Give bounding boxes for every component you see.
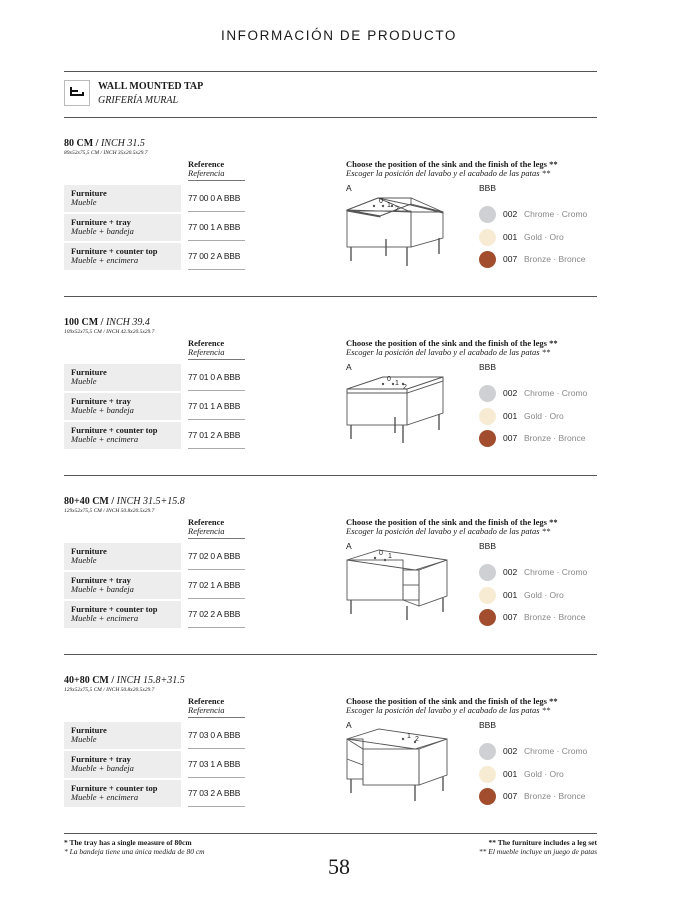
- finish-swatch: [479, 229, 496, 246]
- sink-position-label: 0: [379, 198, 383, 205]
- divider: [64, 833, 597, 834]
- section-dimensions: 109x52x75,5 CM / INCH 42.9x20.5x29.7: [64, 329, 155, 335]
- reference-code: 77 02 2 A BBB: [188, 601, 245, 628]
- finish-option: 001 Gold · Oro: [479, 408, 597, 426]
- divider: [64, 475, 597, 476]
- sink-position-label: 0: [379, 550, 383, 557]
- finish-option: 007 Bronze · Bronce: [479, 251, 597, 269]
- finish-swatch: [479, 206, 496, 223]
- product-header: [64, 80, 597, 110]
- reference-code: 77 02 1 A BBB: [188, 572, 245, 599]
- finish-option: 007 Bronze · Bronce: [479, 430, 597, 448]
- divider: [64, 71, 597, 72]
- cabinet-diagram: [343, 725, 478, 810]
- sink-position-label: 2: [415, 736, 419, 743]
- footnote-tray: * The tray has a single measure of 80cm * La bandeja tiene una única medida de 80 cm: [64, 838, 205, 856]
- finish-swatch: [479, 430, 496, 447]
- divider: [64, 117, 597, 118]
- finish-swatch: [479, 251, 496, 268]
- finish-swatch: [479, 766, 496, 783]
- choose-instructions: Choose the position of the sink and the finish of the legs ** Escoger la posición del lavabo y el acabado de las patas **: [346, 696, 558, 715]
- finish-option: 007 Bronze · Bronce: [479, 788, 597, 806]
- reference-code: 77 02 0 A BBB: [188, 543, 245, 570]
- section-title: 80+40 CM / INCH 31.5+15.8: [64, 496, 185, 507]
- section-title: 100 CM / INCH 39.4: [64, 317, 150, 328]
- product-name-es: GRIFERÍA MURAL: [98, 95, 179, 106]
- reference-code: 77 01 1 A BBB: [188, 393, 245, 420]
- finish-swatch: [479, 587, 496, 604]
- reference-code: 77 01 2 A BBB: [188, 422, 245, 449]
- page-number: 58: [328, 854, 350, 879]
- finish-swatch: [479, 788, 496, 805]
- finish-label: BBB: [479, 183, 497, 193]
- finish-option: 001 Gold · Oro: [479, 766, 597, 784]
- finish-option: 001 Gold · Oro: [479, 229, 597, 247]
- reference-code: 77 00 2 A BBB: [188, 243, 245, 270]
- cabinet-diagram: [343, 188, 478, 273]
- section-dimensions: 89x52x75,5 CM / INCH 35x20.5x29.7: [64, 150, 148, 156]
- sink-position-label: 1: [388, 553, 392, 560]
- position-label: A: [346, 541, 352, 551]
- choose-instructions: Choose the position of the sink and the finish of the legs ** Escoger la posición del lavabo y el acabado de las patas **: [346, 159, 558, 178]
- divider: [64, 296, 597, 297]
- reference-code: 77 00 0 A BBB: [188, 185, 245, 212]
- finish-option: 002 Chrome · Cromo: [479, 564, 597, 582]
- position-label: A: [346, 183, 352, 193]
- finish-option: 002 Chrome · Cromo: [479, 743, 597, 761]
- reference-code: 77 01 0 A BBB: [188, 364, 245, 391]
- footnote-legs: ** The furniture includes a leg set ** El mueble incluye un juego de patas: [478, 838, 597, 856]
- reference-header: Reference Referencia: [188, 160, 245, 181]
- finish-swatch: [479, 408, 496, 425]
- product-name: WALL MOUNTED TAP: [98, 81, 204, 92]
- reference-header: Reference Referencia: [188, 339, 245, 360]
- finish-label: BBB: [479, 720, 497, 730]
- product-section: 80 CM / INCH 31.5 89x52x75,5 CM / INCH 35x20.5x29.7 Reference Referencia Furniture Mueble 77 00 0 A BBB Furniture + tray Mueble + bandeja 77 00 1 A BBB Furniture + counter top Mueble + encimera 77 00 2 A BBB Choose the position of the sink and the finish of the legs ** Escoger la posición del lavabo y el acabado de las patas ** A BBB 0 1 2 002 Chrome · Cromo 001 Gold · Oro 007 Bronze · Bronce: [64, 138, 597, 308]
- reference-code: 77 03 1 A BBB: [188, 751, 245, 778]
- finish-label: BBB: [479, 541, 497, 551]
- sink-position-label: 1: [395, 380, 399, 387]
- product-section: 100 CM / INCH 39.4 109x52x75,5 CM / INCH 42.9x20.5x29.7 Reference Referencia Furniture Mueble 77 01 0 A BBB Furniture + tray Mueble + bandeja 77 01 1 A BBB Furniture + counter top Mueble + encimera 77 01 2 A BBB Choose the position of the sink and the finish of the legs ** Escoger la posición del lavabo y el acabado de las patas ** A BBB 0 1 2 002 Chrome · Cromo 001 Gold · Oro 007 Bronze · Bronce: [64, 317, 597, 487]
- sink-position-label: 1: [407, 733, 411, 740]
- cabinet-diagram: [343, 367, 478, 452]
- position-label: A: [346, 720, 352, 730]
- cabinet-diagram: [343, 546, 478, 631]
- reference-header: Reference Referencia: [188, 518, 245, 539]
- finish-swatch: [479, 385, 496, 402]
- finish-swatch: [479, 564, 496, 581]
- reference-code: 77 03 0 A BBB: [188, 722, 245, 749]
- reference-code: 77 00 1 A BBB: [188, 214, 245, 241]
- section-dimensions: 129x52x75,5 CM / INCH 50.8x20.5x29.7: [64, 687, 155, 693]
- finish-label: BBB: [479, 362, 497, 372]
- position-label: A: [346, 362, 352, 372]
- choose-instructions: Choose the position of the sink and the finish of the legs ** Escoger la posición del lavabo y el acabado de las patas **: [346, 338, 558, 357]
- sink-position-label: 2: [403, 384, 407, 391]
- finish-swatch: [479, 609, 496, 626]
- divider: [64, 654, 597, 655]
- finish-option: 002 Chrome · Cromo: [479, 206, 597, 224]
- finish-swatch: [479, 743, 496, 760]
- section-dimensions: 129x52x75,5 CM / INCH 50.8x20.5x29.7: [64, 508, 155, 514]
- section-title: 40+80 CM / INCH 15.8+31.5: [64, 675, 185, 686]
- finish-option: 001 Gold · Oro: [479, 587, 597, 605]
- finish-option: 007 Bronze · Bronce: [479, 609, 597, 627]
- sink-position-label: 0: [387, 376, 391, 383]
- sink-position-label: 1: [387, 202, 391, 209]
- finish-option: 002 Chrome · Cromo: [479, 385, 597, 403]
- section-title: 80 CM / INCH 31.5: [64, 138, 145, 149]
- choose-instructions: Choose the position of the sink and the finish of the legs ** Escoger la posición del lavabo y el acabado de las patas **: [346, 517, 558, 536]
- sink-position-label: 2: [395, 206, 399, 213]
- page-title: INFORMACIÓN DE PRODUCTO: [220, 28, 458, 43]
- reference-header: Reference Referencia: [188, 697, 245, 718]
- reference-code: 77 03 2 A BBB: [188, 780, 245, 807]
- product-section: 80+40 CM / INCH 31.5+15.8 129x52x75,5 CM / INCH 50.8x20.5x29.7 Reference Referencia Furniture Mueble 77 02 0 A BBB Furniture + tray Mueble + bandeja 77 02 1 A BBB Furniture + counter top Mueble + encimera 77 02 2 A BBB Choose the position of the sink and the finish of the legs ** Escoger la posición del lavabo y el acabado de las patas ** A BBB 0 1 002 Chrome · Cromo 001 Gold · Oro 007 Bronze · Bronce: [64, 496, 597, 666]
- wall-tap-icon: [64, 80, 90, 106]
- product-section: 40+80 CM / INCH 15.8+31.5 129x52x75,5 CM / INCH 50.8x20.5x29.7 Reference Referencia Furniture Mueble 77 03 0 A BBB Furniture + tray Mueble + bandeja 77 03 1 A BBB Furniture + counter top Mueble + encimera 77 03 2 A BBB Choose the position of the sink and the finish of the legs ** Escoger la posición del lavabo y el acabado de las patas ** A BBB 1 2 002 Chrome · Cromo 001 Gold · Oro 007 Bronze · Bronce: [64, 675, 597, 845]
